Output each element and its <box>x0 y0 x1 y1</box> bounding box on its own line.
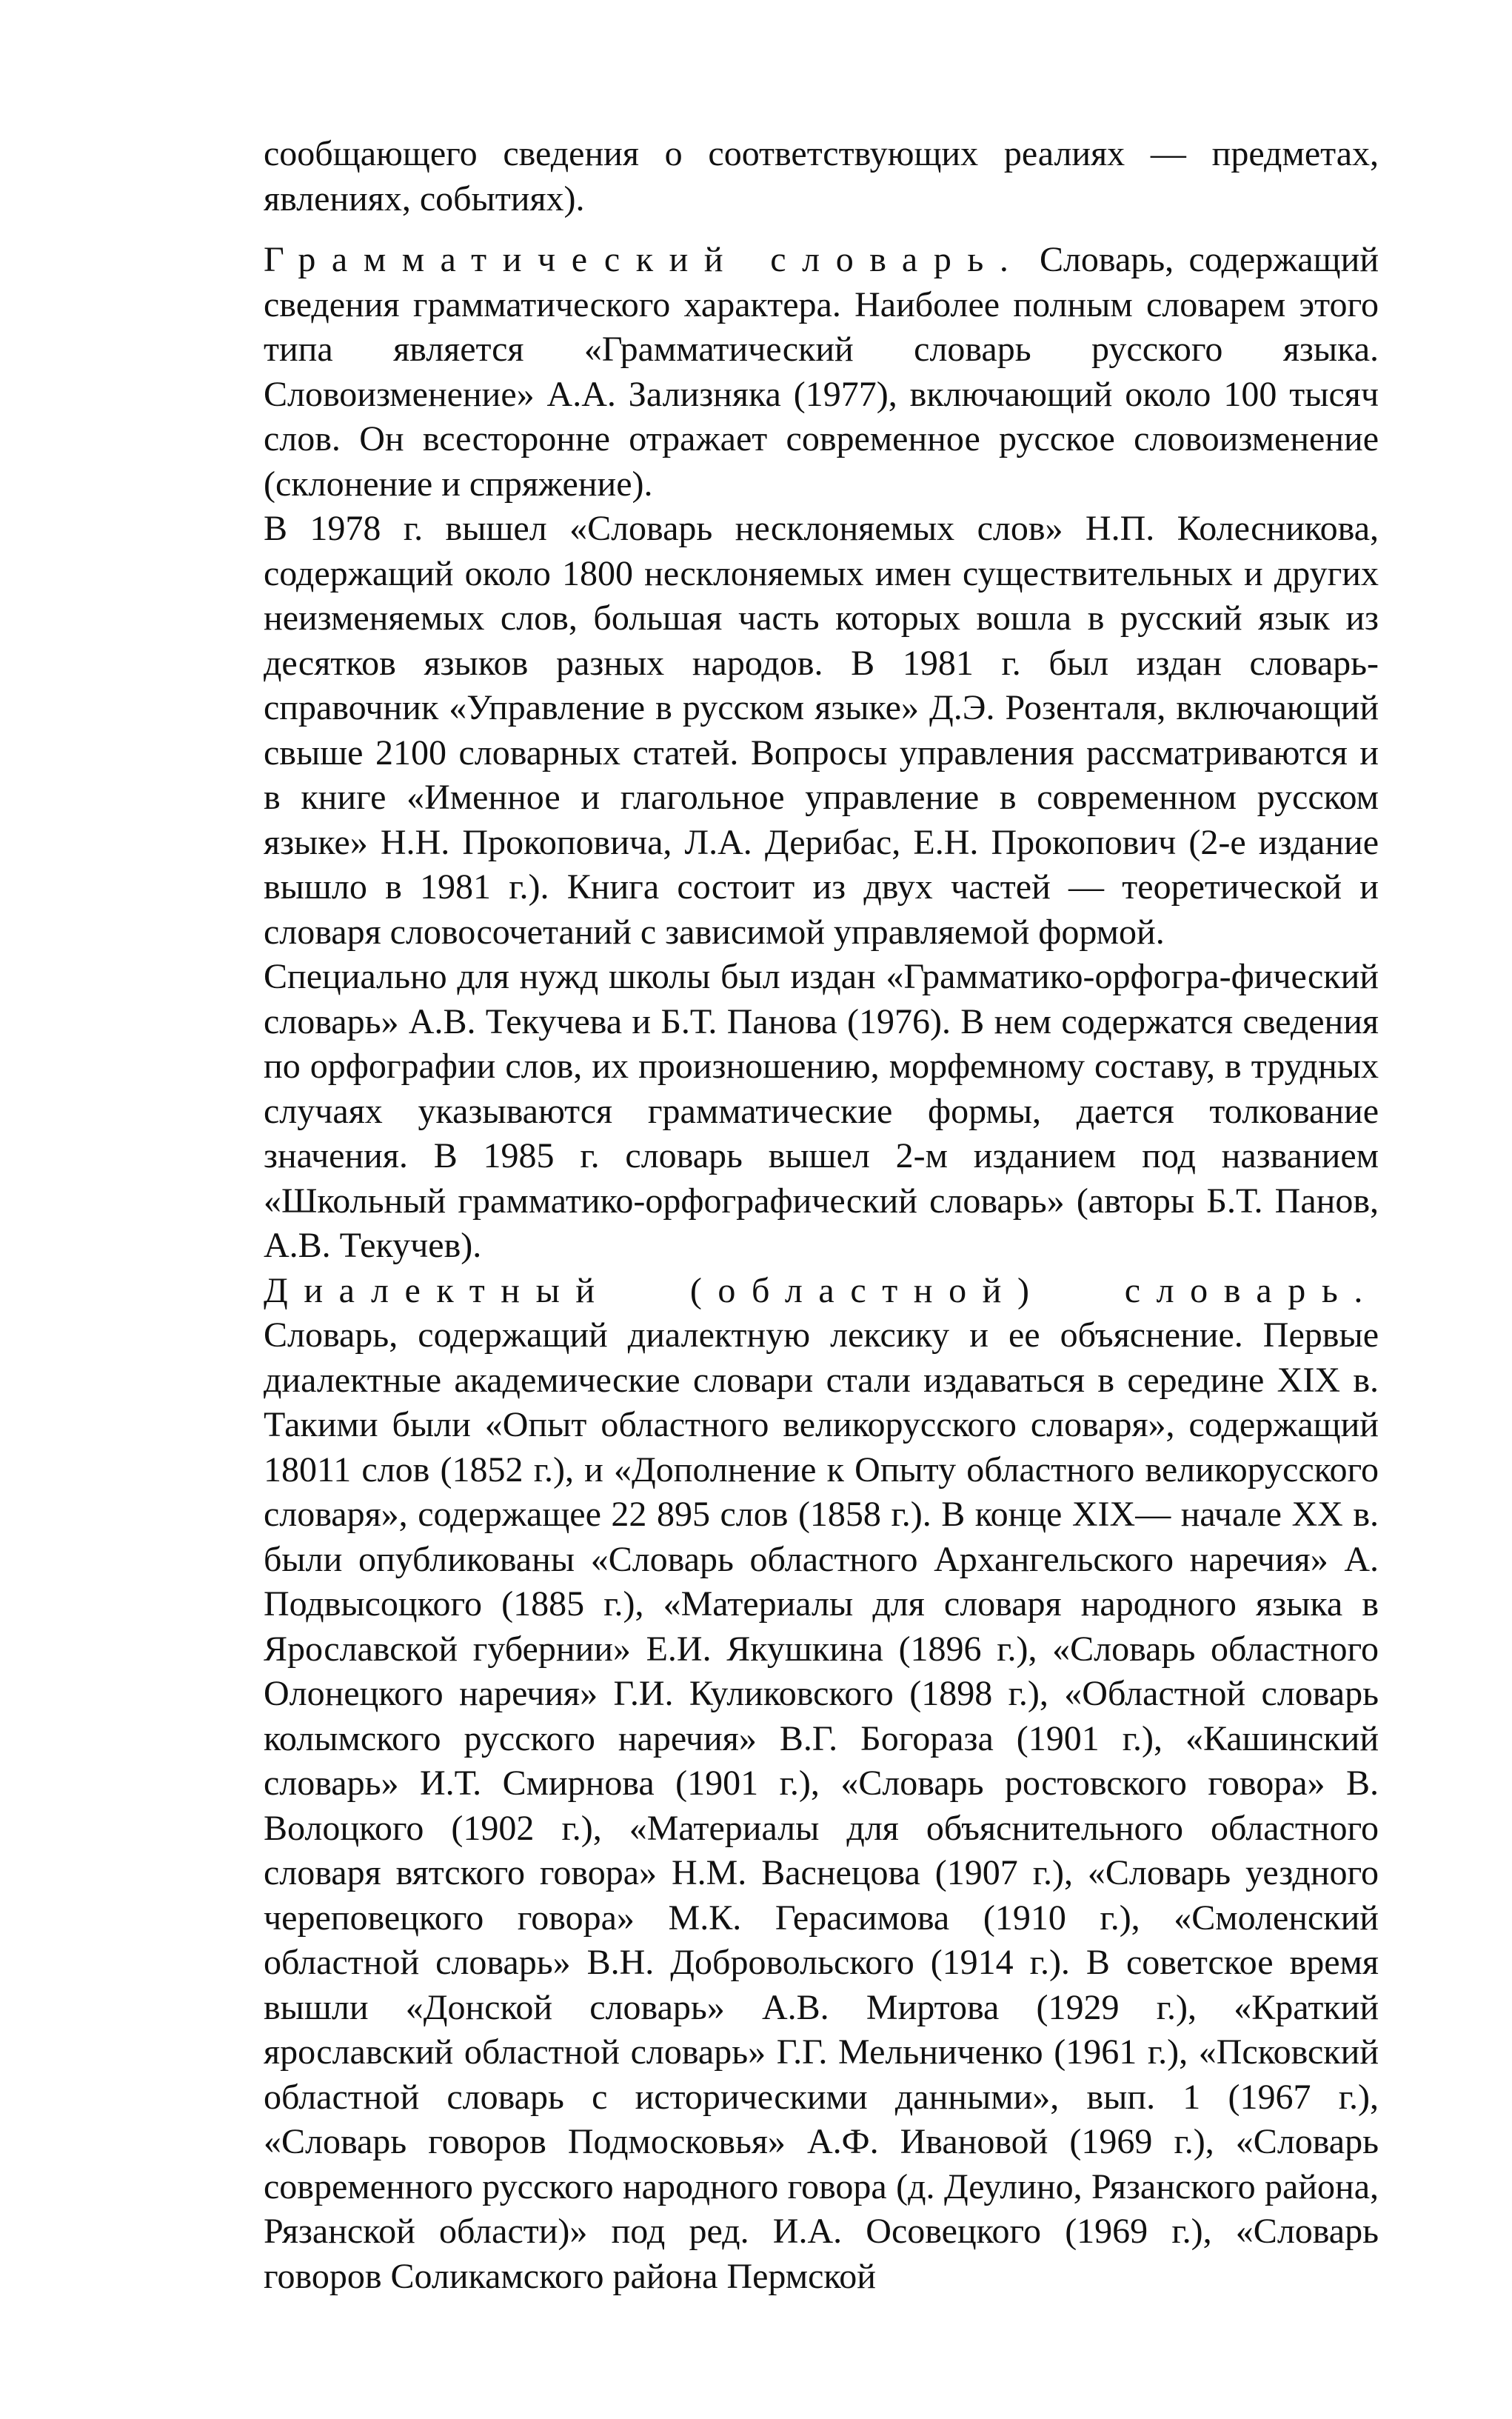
paragraph-dialect-dictionary <box>264 1269 1379 2300</box>
term-heading: Грамматический словарь. <box>264 240 1025 279</box>
paragraph-text: Специально для нужд школы был издан «Грамматико-орфогра-фический словарь» А.В. Текучева и Б.Т. Панова (1976). В нем содержатся сведения по орфографии слов, их произношению, морфемному составу, в трудных случаях указываются грамматические формы, дается толкование значения. В 1985 г. словарь вышел 2-м изданием под названием «Школьный грамматико-орфографический словарь» (авторы Б.Т. Панов, А.В. Текучев). <box>264 957 1379 1265</box>
term-heading: Диалектный (областной) словарь. <box>264 1270 1379 1310</box>
paragraph-indeclinable-words <box>264 507 1379 955</box>
paragraph-intro <box>264 132 1379 221</box>
paragraph-text: Словарь, содержащий диалектную лексику и ее объяснение. Первые диалектные академические словари стали издаваться в середине XIX в. Такими были «Опыт областного великорусского словаря», содержащий 18011 слов (1852 г.), и «Дополнение к Опыту областного великорусского словаря», содержащее 22 895 слов (1858 г.). В конце XIX— начале XX в. были опубликованы «Словарь областного Архангельского наречия» А. Подвысоцкого (1885 г.), «Материалы для словаря народного языка в Ярославской губернии» Е.И. Якушкина (1896 г.), «Словарь областного Олонецкого наречия» Г.И. Куликовского (1898 г.), «Областной словарь колымского русского наречия» В.Г. Богораза (1901 г.), «Кашинский словарь» И.Т. Смирнова (1901 г.), «Словарь ростовского говора» В. Волоцкого (1902 г.), «Материалы для объяснительного областного словаря вятского говора» Н.М. Васнецова (1907 г.), «Словарь уездного череповецкого говора» М.К. Герасимова (1910 г.), «Смоленский областной словарь» В.Н. Добровольского (1914 г.). В советское время вышли «Донской словарь» А.В. Миртова (1929 г.), «Краткий ярославский областной словарь» Г.Г. Мельниченко (1961 г.), «Псковский областной словарь с историческими данными», вып. 1 (1967 г.), «Словарь говоров Подмосковья» А.Ф. Ивановой (1969 г.), «Словарь современного русского народного говора (д. Деулино, Рязанского района, Рязанской области)» под ред. И.А. Осовецкого (1969 г.), «Словарь говоров Соликамского района Пермской <box>264 1315 1379 2296</box>
paragraph-text: сообщающего сведения о соответствующих реалиях — предметах, явлениях, событиях). <box>264 134 1379 218</box>
paragraph-text: В 1978 г. вышел «Словарь несклоняемых слов» Н.П. Колесникова, содержащий около 1800 несклоняемых имен существительных и других неизменяемых слов, большая часть которых вошла в русский язык из десятков языков разных народов. В 1981 г. был издан словарь-справочник «Управление в русском языке» Д.Э. Розенталя, включающий свыше 2100 словарных статей. Вопросы управления рассматриваются и в книге «Именное и глагольное управление в современном русском языке» Н.Н. Прокоповича, Л.А. Дерибас, Е.Н. Прокопович (2-е издание вышло в 1981 г.). Книга состоит из двух частей — теоретической и словаря словосочетаний с зависимой управляемой формой. <box>264 509 1379 952</box>
paragraph-grammatical-dictionary <box>264 238 1379 507</box>
document-page <box>264 132 1379 2299</box>
paragraph-school-dictionary <box>264 955 1379 1269</box>
paragraph-text: Словарь, содержащий сведения грамматического характера. Наиболее полным словарем этого типа является «Грамматический словарь русского языка. Словоизменение» А.А. Зализняка (1977), включающий около 100 тысяч слов. Он всесторонне отражает современное русское словоизменение (склонение и спряжение). <box>264 240 1379 504</box>
